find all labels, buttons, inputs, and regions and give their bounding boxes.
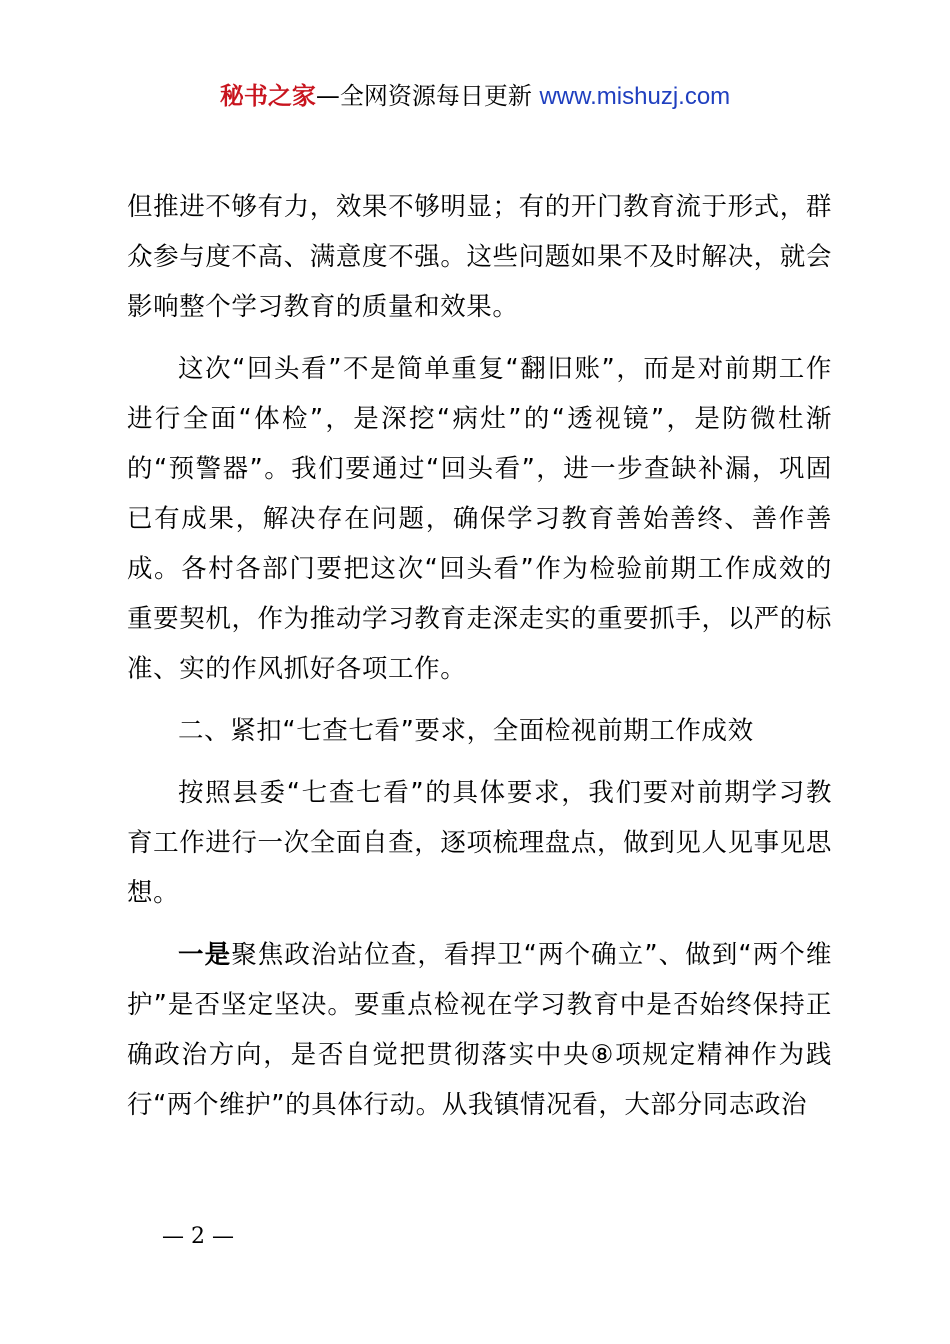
page-number: — 2 — bbox=[162, 1224, 234, 1249]
site-tagline: —全网资源每日更新 bbox=[315, 82, 532, 110]
item-text: 聚焦政治站位查，看捍卫“两个确立”、做到“两个维护”是否坚定坚决。要重点检视在学习教育中是否始终保持正确政治方向，是否自觉把贯彻落实中央⑧项规定精神作为践行“两个维护”的具体行动。从我镇情况看，大部分同志政治 bbox=[127, 940, 832, 1120]
item-lead: 一是 bbox=[178, 940, 232, 970]
paragraph-review-purpose: 这次“回头看”不是简单重复“翻旧账”，而是对前期工作进行全面“体检”，是深挖“病灶”的“透视镜”，是防微杜渐的“预警器”。我们要通过“回头看”，进一步查缺补漏，巩固已有成果，解决存在问题，确保学习教育善始善终、善作善成。各村各部门要把这次“回头看”作为检验前期工作成效的重要契机，作为推动学习教育走深走实的重要抓手，以严的标准、实的作风抓好各项工作。 bbox=[127, 354, 832, 684]
section-heading: 二、紧扣“七查七看”要求，全面检视前期工作成效 bbox=[178, 716, 754, 746]
paragraph-self-check: 按照县委“七查七看”的具体要求，我们要对前期学习教育工作进行一次全面自查，逐项梳理盘点，做到见人见事见思想。 bbox=[127, 778, 832, 908]
paragraph-continuation: 但推进不够有力，效果不够明显；有的开门教育流于形式，群众参与度不高、满意度不强。这些问题如果不及时解决，就会影响整个学习教育的质量和效果。 bbox=[127, 192, 832, 322]
site-header bbox=[0, 78, 950, 115]
site-brand: 秘书之家 bbox=[219, 82, 316, 110]
site-url[interactable]: www.mishuzj.com bbox=[539, 83, 731, 110]
document-body bbox=[127, 182, 832, 1130]
paragraph-item-one bbox=[127, 930, 832, 1130]
